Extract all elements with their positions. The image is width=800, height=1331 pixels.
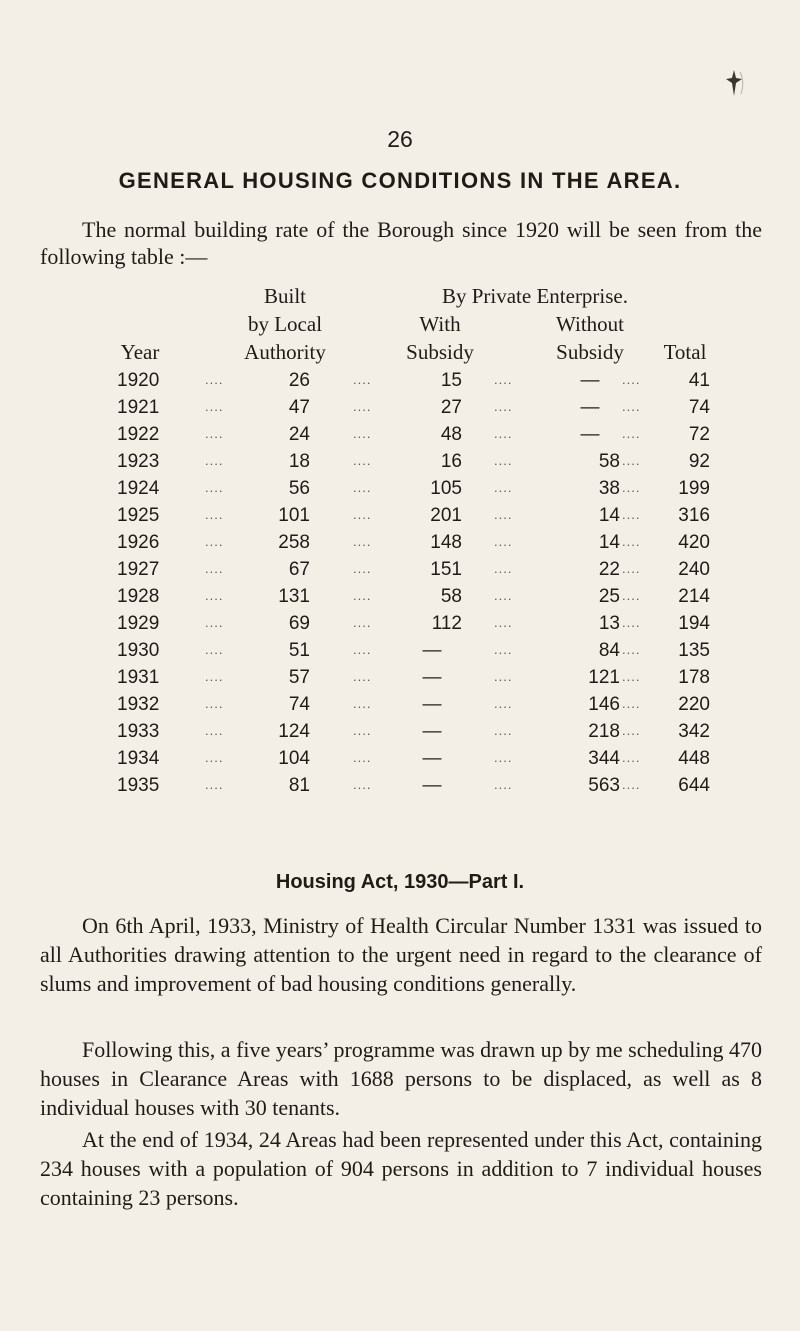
header-without-line2: Subsidy	[556, 340, 624, 364]
leader-dots: ....	[353, 561, 372, 576]
header-year: Year	[120, 340, 160, 364]
year-cell: 1921	[117, 397, 160, 418]
with-subsidy-cell: 148	[430, 532, 462, 553]
leader-dots: ....	[353, 480, 372, 495]
leader-dots: ....	[494, 507, 513, 522]
table-row	[0, 451, 800, 478]
with-subsidy-cell: 105	[430, 478, 462, 499]
table-row	[0, 694, 800, 721]
leader-dots: ....	[622, 372, 641, 387]
leader-dots: ....	[205, 399, 224, 414]
year-cell: 1924	[117, 478, 160, 499]
leader-dots: ....	[353, 723, 372, 738]
total-cell: 72	[688, 424, 710, 445]
year-cell: 1930	[117, 640, 160, 661]
leader-dots: ....	[622, 399, 641, 414]
with-subsidy-cell: —	[422, 748, 442, 769]
leader-dots: ....	[494, 615, 513, 630]
local-authority-cell: 57	[288, 667, 310, 688]
table-row	[0, 721, 800, 748]
without-subsidy-cell: 84	[598, 640, 620, 661]
leader-dots: ....	[494, 642, 513, 657]
with-subsidy-cell: —	[422, 775, 442, 796]
total-cell: 342	[678, 721, 710, 742]
total-cell: 644	[678, 775, 710, 796]
total-cell: 199	[678, 478, 710, 499]
without-subsidy-cell: 218	[588, 721, 620, 742]
table-row	[0, 613, 800, 640]
leader-dots: ....	[205, 642, 224, 657]
leader-dots: ....	[494, 372, 513, 387]
leader-dots: ....	[205, 723, 224, 738]
library-stamp-mark-icon	[722, 68, 746, 98]
with-subsidy-cell: —	[422, 721, 442, 742]
total-cell: 74	[688, 397, 710, 418]
without-subsidy-cell: 121	[588, 667, 620, 688]
table-row	[0, 424, 800, 451]
header-without-line1: Without	[556, 312, 624, 336]
leader-dots: ....	[494, 750, 513, 765]
with-subsidy-cell: 27	[440, 397, 462, 418]
leader-dots: ....	[353, 534, 372, 549]
year-cell: 1925	[117, 505, 160, 526]
leader-dots: ....	[353, 372, 372, 387]
year-cell: 1935	[117, 775, 160, 796]
total-cell: 240	[678, 559, 710, 580]
local-authority-cell: 26	[288, 370, 310, 391]
paragraph-areas: At the end of 1934, 24 Areas had been represented under this Act, containing 234 houses with a population of 904 persons in addition to 7 individual houses containing 23 persons.	[40, 1127, 762, 1210]
intro-paragraph: The normal building rate of the Borough since 1920 will be seen from the following table :—	[40, 217, 762, 269]
table-row	[0, 478, 800, 505]
leader-dots: ....	[622, 642, 641, 657]
total-cell: 220	[678, 694, 710, 715]
local-authority-cell: 101	[278, 505, 310, 526]
table-row	[0, 370, 800, 397]
total-cell: 316	[678, 505, 710, 526]
table-row	[0, 586, 800, 613]
year-cell: 1933	[117, 721, 160, 742]
local-authority-cell: 74	[288, 694, 310, 715]
paragraph-programme: Following this, a five years’ programme was drawn up by me scheduling 470 houses in Clearance Areas with 1688 persons to be displaced, as well as 8 individual houses with 30 tenants.	[40, 1037, 762, 1120]
table-row	[0, 532, 800, 559]
leader-dots: ....	[494, 669, 513, 684]
year-cell: 1923	[117, 451, 160, 472]
table-row	[0, 748, 800, 775]
without-subsidy-cell: 563	[588, 775, 620, 796]
header-built-line1: Built	[263, 284, 306, 308]
header-built-line3: Authority	[244, 340, 326, 364]
leader-dots: ....	[494, 534, 513, 549]
page-title: GENERAL HOUSING CONDITIONS IN THE AREA.	[118, 168, 682, 193]
total-cell: 194	[678, 613, 710, 634]
leader-dots: ....	[205, 426, 224, 441]
leader-dots: ....	[494, 723, 513, 738]
leader-dots: ....	[353, 669, 372, 684]
without-subsidy-cell: —	[580, 370, 600, 391]
leader-dots: ....	[205, 588, 224, 603]
local-authority-cell: 67	[288, 559, 310, 580]
leader-dots: ....	[622, 777, 641, 792]
local-authority-cell: 104	[278, 748, 310, 769]
with-subsidy-cell: 58	[440, 586, 462, 607]
local-authority-cell: 18	[288, 451, 310, 472]
leader-dots: ....	[205, 480, 224, 495]
page-number: 26	[387, 126, 413, 152]
year-cell: 1927	[117, 559, 160, 580]
leader-dots: ....	[353, 399, 372, 414]
with-subsidy-cell: —	[422, 640, 442, 661]
leader-dots: ....	[494, 777, 513, 792]
total-cell: 214	[678, 586, 710, 607]
header-private-enterprise: By Private Enterprise.	[441, 284, 629, 308]
local-authority-cell: 81	[288, 775, 310, 796]
without-subsidy-cell: 14	[598, 505, 620, 526]
without-subsidy-cell: —	[580, 424, 600, 445]
without-subsidy-cell: 14	[598, 532, 620, 553]
header-with-line2: Subsidy	[406, 340, 474, 364]
leader-dots: ....	[205, 696, 224, 711]
year-cell: 1931	[117, 667, 160, 688]
local-authority-cell: 56	[288, 478, 310, 499]
total-cell: 448	[678, 748, 710, 769]
table-row	[0, 640, 800, 667]
with-subsidy-cell: 112	[431, 613, 462, 634]
leader-dots: ....	[622, 669, 641, 684]
leader-dots: ....	[622, 507, 641, 522]
year-cell: 1920	[117, 370, 160, 391]
year-cell: 1926	[117, 532, 160, 553]
without-subsidy-cell: 22	[598, 559, 620, 580]
leader-dots: ....	[622, 426, 641, 441]
leader-dots: ....	[494, 453, 513, 468]
leader-dots: ....	[205, 453, 224, 468]
leader-dots: ....	[205, 615, 224, 630]
leader-dots: ....	[205, 507, 224, 522]
leader-dots: ....	[622, 696, 641, 711]
table-row	[0, 505, 800, 532]
paragraph-circular: On 6th April, 1933, Ministry of Health Circular Number 1331 was issued to all Authorities drawing attention to the urgent need in regard to the clearance of slums and improvement of bad housing conditions generally.	[40, 913, 762, 996]
leader-dots: ....	[622, 615, 641, 630]
year-cell: 1928	[117, 586, 160, 607]
header-built-line2: by Local	[247, 312, 323, 336]
total-cell: 41	[688, 370, 710, 391]
leader-dots: ....	[353, 588, 372, 603]
local-authority-cell: 69	[288, 613, 310, 634]
year-cell: 1932	[117, 694, 160, 715]
total-cell: 420	[678, 532, 710, 553]
total-cell: 178	[678, 667, 710, 688]
leader-dots: ....	[622, 453, 641, 468]
with-subsidy-cell: 151	[430, 559, 462, 580]
leader-dots: ....	[205, 669, 224, 684]
with-subsidy-cell: 16	[440, 451, 462, 472]
leader-dots: ....	[353, 426, 372, 441]
leader-dots: ....	[622, 534, 641, 549]
local-authority-cell: 124	[278, 721, 310, 742]
year-cell: 1929	[117, 613, 160, 634]
with-subsidy-cell: 15	[440, 370, 462, 391]
leader-dots: ....	[494, 480, 513, 495]
with-subsidy-cell: 48	[440, 424, 462, 445]
without-subsidy-cell: 38	[598, 478, 620, 499]
without-subsidy-cell: 25	[598, 586, 620, 607]
leader-dots: ....	[494, 426, 513, 441]
table-row	[0, 559, 800, 586]
local-authority-cell: 131	[278, 586, 310, 607]
year-cell: 1922	[117, 424, 160, 445]
leader-dots: ....	[353, 642, 372, 657]
without-subsidy-cell: —	[580, 397, 600, 418]
local-authority-cell: 258	[278, 532, 310, 553]
leader-dots: ....	[622, 750, 641, 765]
leader-dots: ....	[494, 399, 513, 414]
without-subsidy-cell: 13	[598, 613, 620, 634]
leader-dots: ....	[205, 372, 224, 387]
leader-dots: ....	[353, 750, 372, 765]
header-total: Total	[663, 340, 707, 364]
with-subsidy-cell: 201	[430, 505, 462, 526]
leader-dots: ....	[622, 480, 641, 495]
with-subsidy-cell: —	[422, 694, 442, 715]
leader-dots: ....	[205, 777, 224, 792]
local-authority-cell: 47	[288, 397, 310, 418]
local-authority-cell: 24	[288, 424, 310, 445]
leader-dots: ....	[205, 750, 224, 765]
total-cell: 135	[678, 640, 710, 661]
leader-dots: ....	[205, 534, 224, 549]
without-subsidy-cell: 344	[588, 748, 620, 769]
year-cell: 1934	[117, 748, 160, 769]
leader-dots: ....	[494, 696, 513, 711]
leader-dots: ....	[353, 453, 372, 468]
with-subsidy-cell: —	[422, 667, 442, 688]
total-cell: 92	[688, 451, 710, 472]
leader-dots: ....	[622, 561, 641, 576]
leader-dots: ....	[622, 588, 641, 603]
leader-dots: ....	[622, 723, 641, 738]
table-row	[0, 397, 800, 424]
section-heading: Housing Act, 1930—Part I.	[275, 871, 525, 893]
leader-dots: ....	[494, 561, 513, 576]
leader-dots: ....	[353, 777, 372, 792]
table-row	[0, 667, 800, 694]
leader-dots: ....	[353, 615, 372, 630]
leader-dots: ....	[494, 588, 513, 603]
leader-dots: ....	[353, 507, 372, 522]
local-authority-cell: 51	[288, 640, 310, 661]
leader-dots: ....	[353, 696, 372, 711]
table-row	[0, 775, 800, 802]
without-subsidy-cell: 58	[598, 451, 620, 472]
header-with-line1: With	[419, 312, 461, 336]
leader-dots: ....	[205, 561, 224, 576]
without-subsidy-cell: 146	[588, 694, 620, 715]
